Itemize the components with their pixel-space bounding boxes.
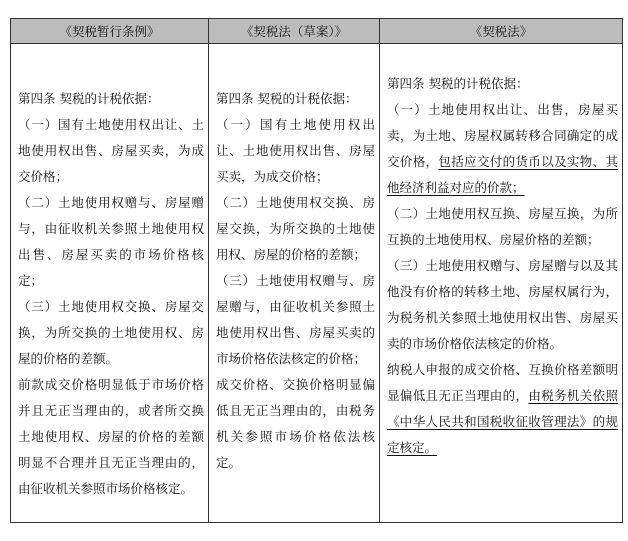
old-item-3: （三）土地使用权交换、房屋交换，为所交换的土地使用权、房屋的价格的差额。: [18, 299, 204, 366]
header-draft-law: 《契税法（草案）》: [209, 19, 380, 44]
draft-article-title: 第四条 契税的计税依据：: [216, 91, 358, 106]
final-item-2: （二）土地使用权互换、房屋互换，为所互换的土地使用权、房屋价格的差额；: [387, 206, 618, 247]
final-closing-text: 纳税人申报的成交价格、互换价格差额明显偏低且无正当理由的，: [387, 362, 618, 403]
draft-item-1: （一）国有土地使用权出让、土地使用权出售、房屋买卖，为成交价格；: [216, 117, 375, 184]
final-item-3: （三）土地使用权赠与、房屋赠与以及其他没有价格的转移土地、房屋权属行为，为税务机关参照土地使用权出售、房屋买卖的市场价格依法核定的价格。: [387, 258, 618, 351]
final-item-1: [387, 97, 618, 201]
final-closing-amendment: 由税务机关依照《中华人民共和国税收征收管理法》的规定核定。: [387, 388, 618, 455]
draft-item-3: （三）土地使用权赠与、房屋赠与，由征收机关参照土地使用权出售、房屋买卖的市场价格依法核定的价格；: [216, 273, 375, 366]
final-closing-paragraph: [387, 357, 618, 461]
final-item-1-text: （一）土地使用权出让、出售，房屋买卖，为土地、房屋权属转移合同确定的成交价格，: [387, 102, 618, 169]
comparison-table: [10, 18, 623, 523]
old-item-2: （二）土地使用权赠与、房屋赠与，由征收机关参照土地使用权出售、房屋买卖的市场价格核定；: [18, 195, 204, 288]
draft-closing-paragraph: 成交价格、交换价格明显偏低且无正当理由的，由税务机关参照市场价格依法核定。: [216, 377, 375, 470]
final-article-title: 第四条 契税的计税依据：: [387, 76, 529, 91]
final-law-cell: [380, 44, 622, 522]
old-regulation-cell: [11, 44, 209, 522]
final-item-1-amendment: 包括应交付的货币以及实物、其他经济利益对应的价款；: [387, 154, 618, 195]
draft-item-2: （二）土地使用权交换、房屋交换，为所交换的土地使用权、房屋的价格的差额；: [216, 195, 375, 262]
draft-law-cell: [209, 44, 380, 522]
old-item-1: （一）国有土地使用权出让、土地使用权出售、房屋买卖，为成交价格；: [18, 117, 204, 184]
header-old-regulation: 《契税暂行条例》: [11, 19, 209, 44]
header-final-law: 《契税法》: [380, 19, 622, 44]
old-article-title: 第四条 契税的计税依据：: [18, 91, 160, 106]
old-closing-paragraph: 前款成交价格明显低于市场价格并且无正当理由的，或者所交换土地使用权、房屋的价格的差额明显不合理并且无正当理由的，由征收机关参照市场价格核定。: [18, 377, 204, 496]
